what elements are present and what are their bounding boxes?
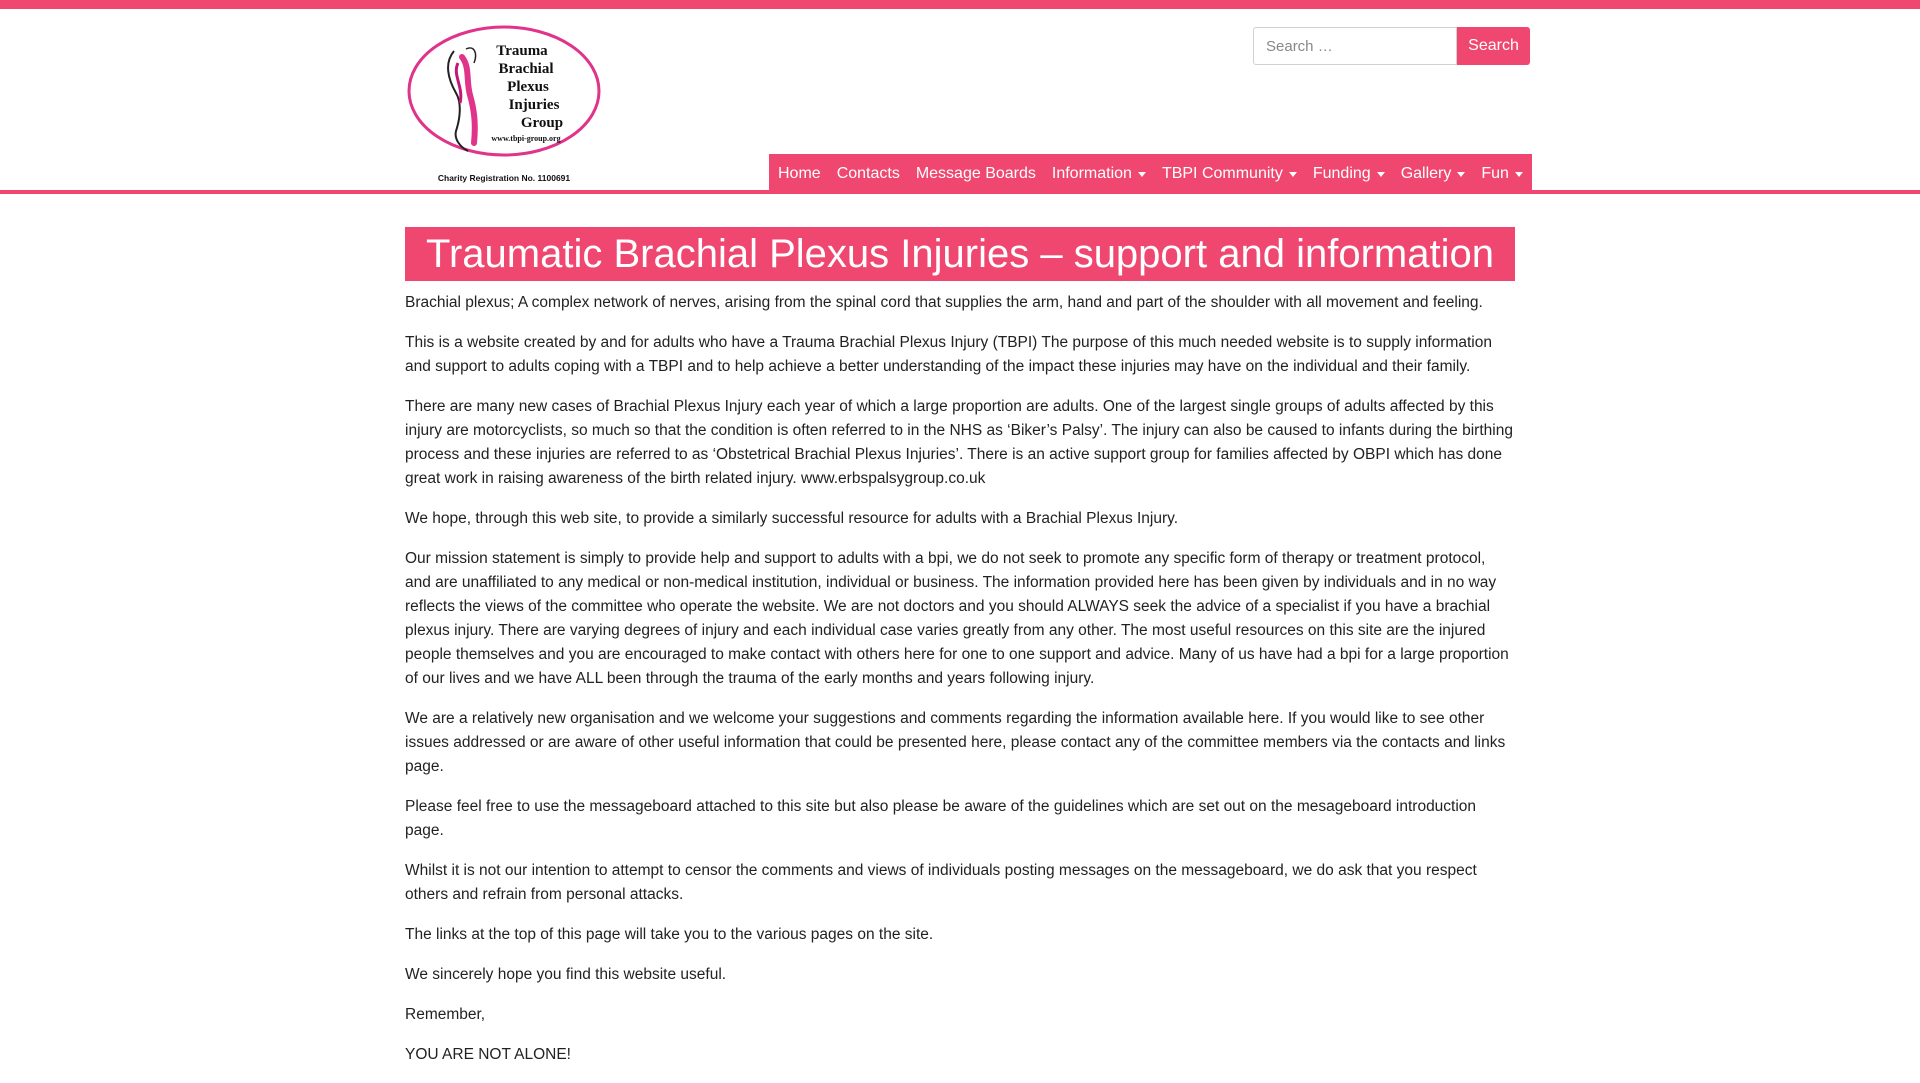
search-button[interactable]: Search <box>1457 27 1530 65</box>
content-paragraph: Our mission statement is simply to provide help and support to adults with a bpi, we do not seek to promote any specific form of therapy or treatment protocol, and are unaffiliated to any medical or non-medical institution, individual or business. The information provided here has been given by individuals and in no way reflects the views of the committee who operate the website. We are not doctors and you should ALWAYS seek the advice of a specialist if you have a brachial plexus injury. There are varying degrees of injury and each individual case varies greatly from any other. The most useful resources on this site are the injured people themselves and you are encouraged to make contact with others here for one to one support and advice. Many of us have had a bpi for a large proportion of our lives and we have ALL been through the trauma of the early months and years following injury. <box>405 550 1509 687</box>
svg-text:Injuries: Injuries <box>508 97 560 113</box>
content-paragraph: Brachial plexus; A complex network of nerves, arising from the spinal cord that supplies the arm, hand and part of the shoulder with all movement and feeling. <box>405 294 1483 311</box>
search-input[interactable] <box>1253 27 1457 65</box>
nav-item-label: Message Boards <box>915 165 1036 182</box>
content-paragraph: YOU ARE NOT ALONE! <box>405 1046 571 1063</box>
site-header <box>0 9 1920 194</box>
caret-down-icon <box>1138 172 1146 177</box>
nav-item-label: Information <box>1051 165 1132 182</box>
nav-item-label: Contacts <box>836 165 900 182</box>
nav-item-contacts[interactable] <box>829 154 908 194</box>
content-paragraph: The links at the top of this page will take you to the various pages on the site. <box>405 926 934 943</box>
caret-down-icon <box>1377 172 1385 177</box>
nav-item-label: Home <box>778 165 821 182</box>
caret-down-icon <box>1457 172 1465 177</box>
nav-item-gallery[interactable] <box>1393 154 1474 194</box>
content-paragraph: Whilst it is not our intention to attempt to censor the comments and views of individuals posting messages on the messageboard, we do ask that you respect others and refrain from personal attacks. <box>405 862 1477 903</box>
search-form <box>1253 27 1530 65</box>
tbpi-logo-icon <box>404 23 608 189</box>
content-paragraph: Please feel free to use the messageboard attached to this site but also please be aware of the guidelines which are set out on the mesageboard introduction page. <box>405 798 1477 839</box>
main-navigation <box>769 154 1532 194</box>
caret-down-icon <box>1515 172 1523 177</box>
nav-item-label: Fun <box>1481 165 1509 182</box>
svg-text:Brachial: Brachial <box>498 61 554 77</box>
top-accent-bar <box>0 0 1920 9</box>
nav-item-home[interactable] <box>770 154 829 194</box>
svg-text:www.tbpi-group.org: www.tbpi-group.org <box>491 134 561 143</box>
content-paragraph: We are a relatively new organisation and we welcome your suggestions and comments regarding the information available here. If you would like to see other issues addressed or are aware of other useful information that could be presented here, please contact any of the committee members via the contacts and links page. <box>405 710 1506 775</box>
content-paragraph: There are many new cases of Brachial Plexus Injury each year of which a large proportion are adults. One of the largest single groups of adults affected by this injury are motorcyclists, so much so that the condition is often referred to in the NHS as ‘Biker’s Palsy’. The injury can also be caused to infants during the birthing process and these injuries are referred to as ‘Obstetrical Brachial Plexus Injuries’. There is an active support group for families affected by OBPI which has done great work in raising awareness of the birth related injury. www.erbspalsygroup.co.uk <box>405 398 1513 487</box>
main-content <box>405 227 1515 1083</box>
svg-text:Plexus: Plexus <box>507 79 549 95</box>
nav-item-label: Funding <box>1312 165 1371 182</box>
svg-text:Group: Group <box>520 115 564 131</box>
svg-text:Charity Registration No. 11006: Charity Registration No. 1100691 <box>437 173 571 183</box>
nav-item-label: Gallery <box>1400 165 1452 182</box>
nav-item-funding[interactable] <box>1305 154 1393 194</box>
site-logo[interactable] <box>404 23 608 189</box>
nav-item-information[interactable] <box>1044 154 1154 194</box>
content-paragraph: We hope, through this web site, to provide a similarly successful resource for adults with a Brachial Plexus Injury. <box>405 510 1179 527</box>
content-paragraph: This is a website created by and for adults who have a Trauma Brachial Plexus Injury (TBPI) The purpose of this much needed website is to supply information and support to adults coping with a TBPI and to help achieve a better understanding of the impact these injuries may have on the individual and their family. <box>405 334 1492 375</box>
nav-item-message-boards[interactable] <box>908 154 1044 194</box>
nav-item-tbpi-community[interactable] <box>1154 154 1305 194</box>
svg-text:Trauma: Trauma <box>496 43 548 59</box>
content-paragraph: We sincerely hope you find this website useful. <box>405 966 727 983</box>
page-title: Traumatic Brachial Plexus Injuries – support and information <box>405 227 1515 281</box>
content-paragraph: Remember, <box>405 1006 486 1023</box>
caret-down-icon <box>1289 172 1297 177</box>
nav-item-fun[interactable] <box>1473 154 1531 194</box>
nav-item-label: TBPI Community <box>1161 165 1283 182</box>
